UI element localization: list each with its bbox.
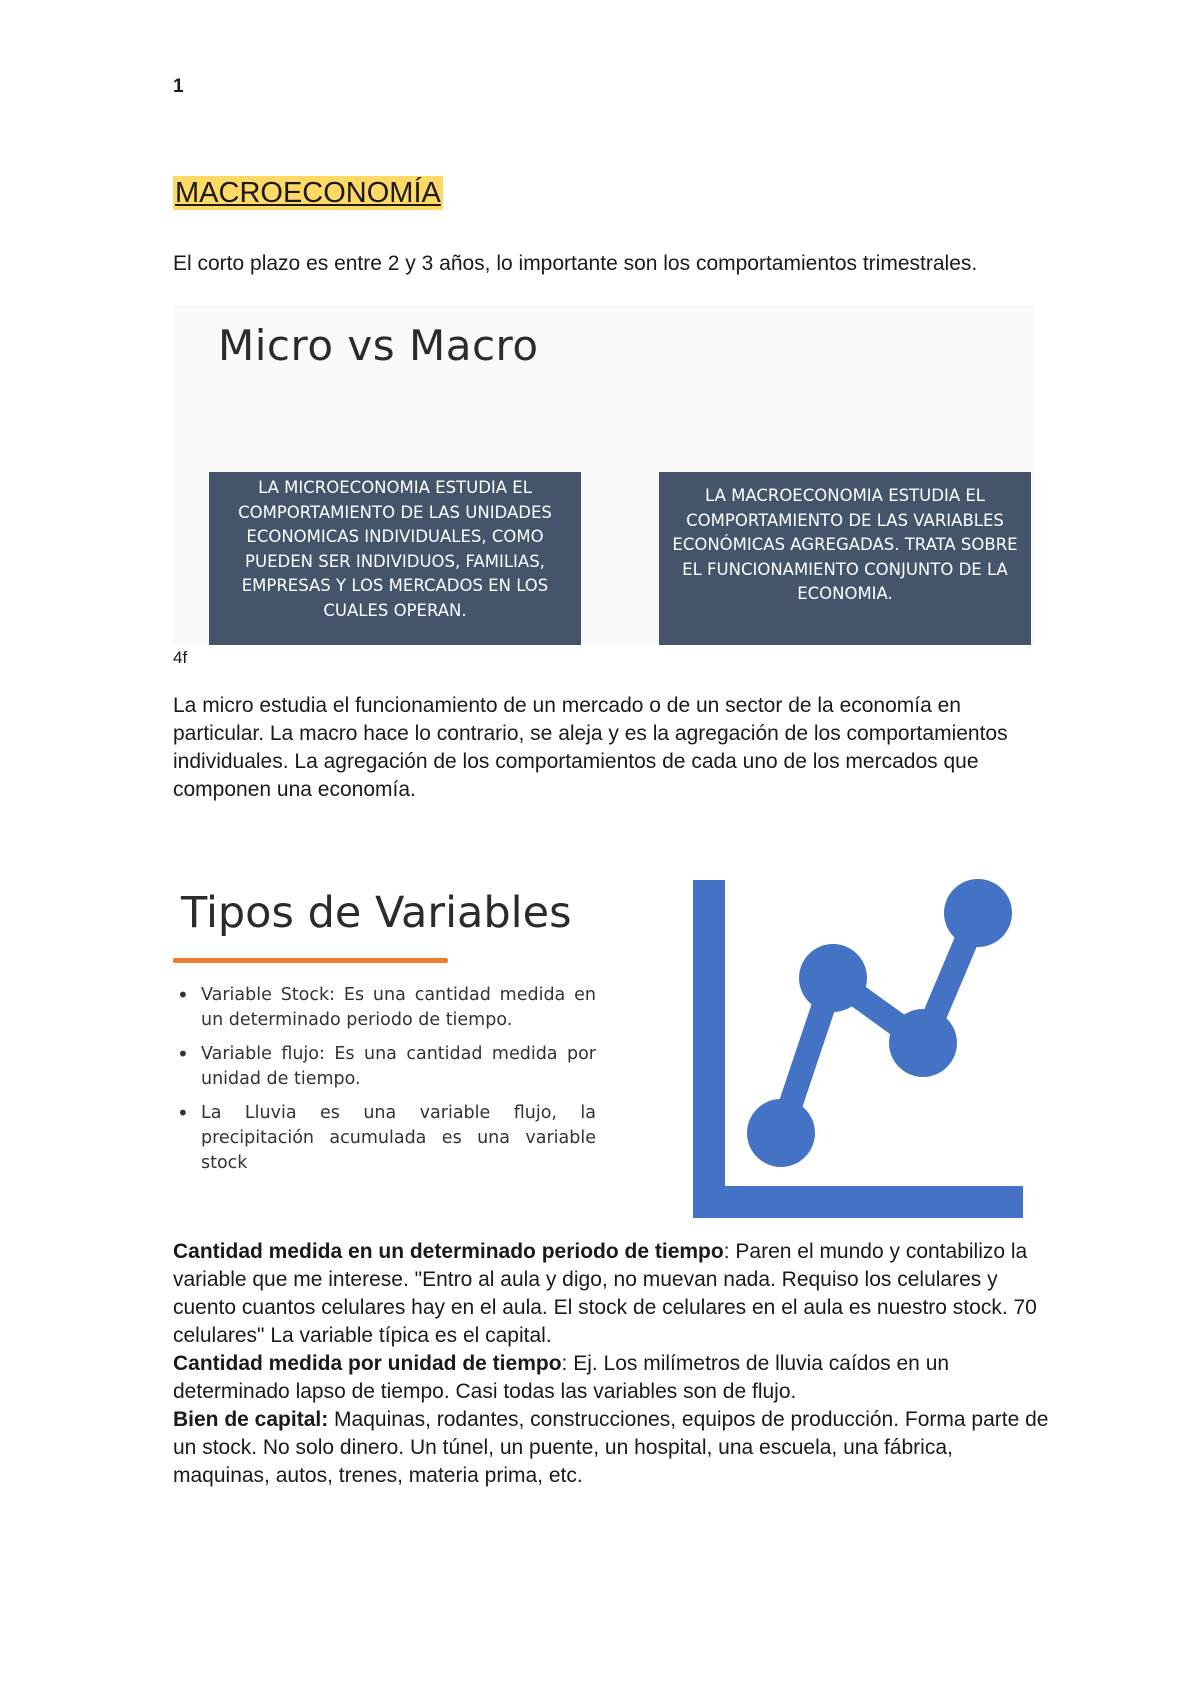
- def-flow-term: Cantidad medida por unidad de tiempo: [173, 1352, 562, 1375]
- bullet-flow: • Variable flujo: Es una cantidad medida por unidad de tiempo.: [201, 1042, 596, 1092]
- variable-types-slide: [173, 878, 1035, 1218]
- document-title: MACROECONOMÍA: [175, 177, 441, 209]
- def-stock-text: : Paren el mundo y contabilizo la variable que me interese. "Entro al aula y digo, no muevan nada. Requiso los celulares y cuento cuantos celulares hay en el aula. El stock de celulares en el aula es nuestro stock. 70 celulares" La variable típica es el capital.: [173, 1240, 1037, 1347]
- bullet-stock: • Variable Stock: Es una cantidad medida en un determinado periodo de tiempo.: [201, 983, 596, 1033]
- slide-caption: 4f: [173, 648, 188, 667]
- page-number: 1: [173, 76, 184, 97]
- title-underline: [173, 958, 448, 963]
- def-stock-term: Cantidad medida en un determinado periodo de tiempo: [173, 1240, 724, 1263]
- micro-macro-paragraph: La micro estudia el funcionamiento de un mercado o de un sector de la economía en particular. La macro hace lo contrario, se aleja y es la agregación de los comportamientos individuales. La agregación de los comportamientos de cada uno de los mercados que componen una economía.: [173, 694, 1008, 801]
- slide1-title: Micro vs Macro: [218, 321, 539, 370]
- macro-definition-box: LA MACROECONOMIA ESTUDIA EL COMPORTAMIENTO DE LAS VARIABLES ECONÓMICAS AGREGADAS. TRATA SOBRE EL FUNCIONAMIENTO CONJUNTO DE LA ECONOMIA.: [659, 472, 1031, 645]
- def-capital-term: Bien de capital:: [173, 1408, 329, 1431]
- micro-vs-macro-slide: [173, 305, 1035, 645]
- def-capital-text: Maquinas, rodantes, construcciones, equipos de producción. Forma parte de un stock. No solo dinero. Un túnel, un puente, un hospital, una escuela, una fábrica, maquinas, autos, trenes, materia prima, etc.: [173, 1408, 1049, 1487]
- definitions-paragraph: [173, 1238, 1053, 1490]
- micro-definition-box: LA MICROECONOMIA ESTUDIA EL COMPORTAMIENTO DE LAS UNIDADES ECONOMICAS INDIVIDUALES, COMO PUEDEN SER INDIVIDUOS, FAMILIAS, EMPRESAS Y LOS MERCADOS EN LOS CUALES OPERAN.: [209, 472, 581, 645]
- line-chart-icon: [693, 878, 1033, 1218]
- intro-paragraph: El corto plazo es entre 2 y 3 años, lo importante son los comportamientos trimestrales.: [173, 252, 978, 275]
- def-flow-text: : Ej. Los milímetros de lluvia caídos en un determinado lapso de tiempo. Casi todas las variables son de flujo.: [173, 1352, 950, 1403]
- variable-types-list: [173, 983, 596, 1185]
- slide2-title: Tipos de Variables: [181, 888, 572, 938]
- bullet-rain: • La Lluvia es una variable flujo, la precipitación acumulada es una variable stock: [201, 1101, 596, 1176]
